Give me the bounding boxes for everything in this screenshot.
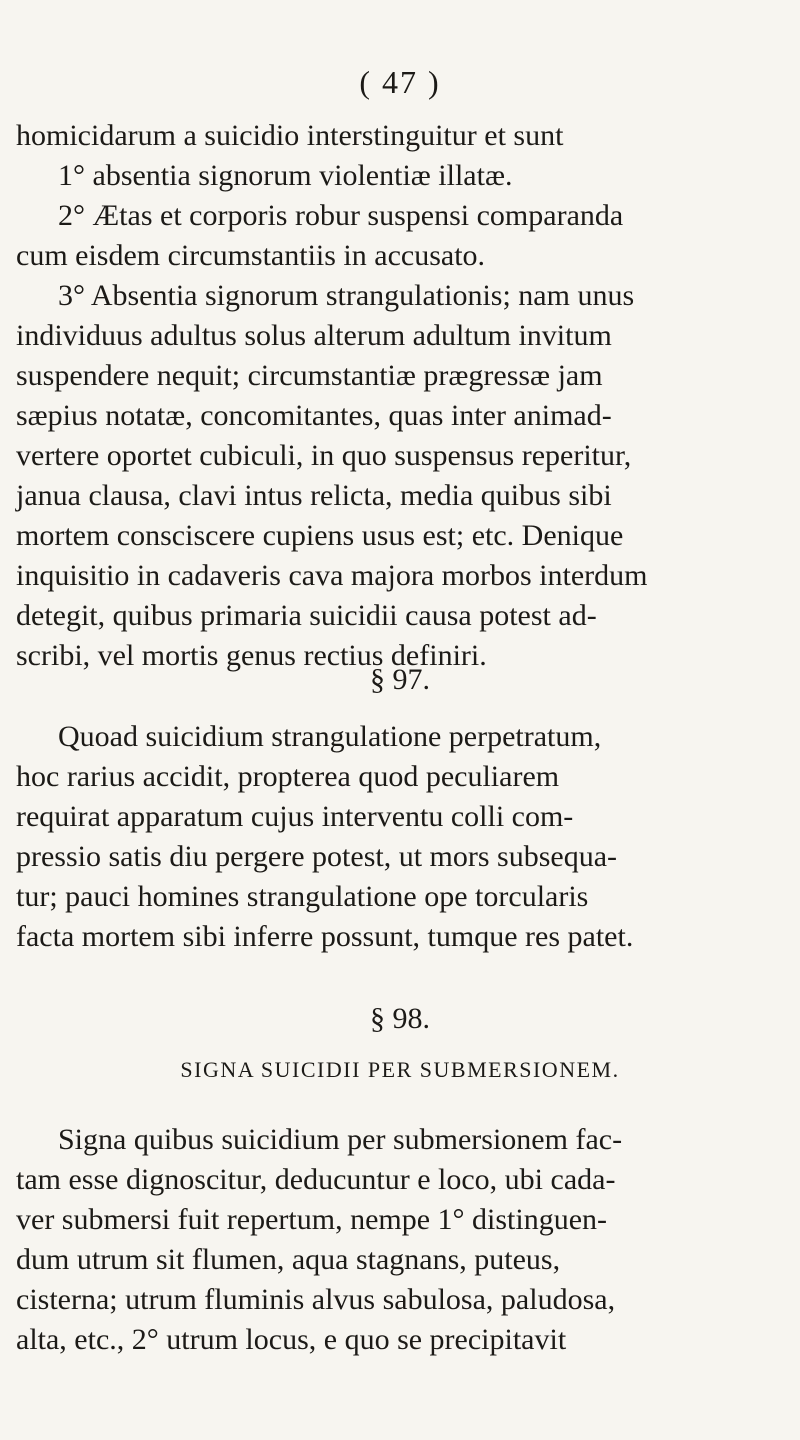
text-line: 2° Ætas et corporis robur suspensi comparanda <box>58 199 624 232</box>
text-line: inquisitio in cadaveris cava majora morbos interdum <box>16 559 648 592</box>
text-line: pressio satis diu pergere potest, ut mors subsequa- <box>16 840 618 873</box>
text-line: vertere oportet cubiculi, in quo suspensus reperitur, <box>16 439 632 472</box>
text-line: requirat apparatum cujus interventu colli com- <box>16 800 574 833</box>
text-line: suspendere nequit; circumstantiæ prægressæ jam <box>16 359 603 392</box>
section-number-97: § 97. <box>370 663 430 696</box>
text-line: tam esse dignoscitur, deducuntur e loco, ubi cada- <box>16 1163 616 1196</box>
text-line: sæpius notatæ, concomitantes, quas inter animad- <box>16 399 612 432</box>
text-line: tur; pauci homines strangulatione ope torcularis <box>16 880 589 913</box>
paragraph-block-1 <box>16 116 771 676</box>
text-line: 3° Absentia signorum strangulationis; nam unus <box>58 279 635 312</box>
text-line: 1° absentia signorum violentiæ illatæ. <box>58 159 513 192</box>
paragraph-block-3 <box>16 1120 771 1360</box>
text-line: detegit, quibus primaria suicidii causa potest ad- <box>16 599 597 632</box>
page-number: ( 47 ) <box>359 64 441 100</box>
text-line: individuus adultus solus alterum adultum invitum <box>16 319 612 352</box>
text-line: cisterna; utrum fluminis alvus sabulosa, paludosa, <box>16 1283 616 1316</box>
text-line: Signa quibus suicidium per submersionem fac- <box>58 1123 623 1156</box>
text-line: alta, etc., 2° utrum locus, e quo se precipitavit <box>16 1323 567 1356</box>
text-line: homicidarum a suicidio interstinguitur et sunt <box>16 119 564 152</box>
text-line: Quoad suicidium strangulatione perpetratum, <box>58 720 602 753</box>
section-number-98: § 98. <box>370 1002 430 1035</box>
text-line: cum eisdem circumstantiis in accusato. <box>16 239 486 272</box>
text-line: facta mortem sibi inferre possunt, tumque res patet. <box>16 920 634 953</box>
text-line: mortem consciscere cupiens usus est; etc. Denique <box>16 519 624 552</box>
text-line: janua clausa, clavi intus relicta, media quibus sibi <box>16 479 612 512</box>
text-line: dum utrum sit flumen, aqua stagnans, puteus, <box>16 1243 561 1276</box>
section-heading: SIGNA SUICIDII PER SUBMERSIONEM. <box>180 1057 620 1082</box>
paragraph-block-2 <box>16 717 771 957</box>
text-line: ver submersi fuit repertum, nempe 1° distinguen- <box>16 1203 608 1236</box>
text-line: hoc rarius accidit, propterea quod peculiarem <box>16 760 560 793</box>
text-line: scribi, vel mortis genus rectius definiri. <box>16 639 487 672</box>
